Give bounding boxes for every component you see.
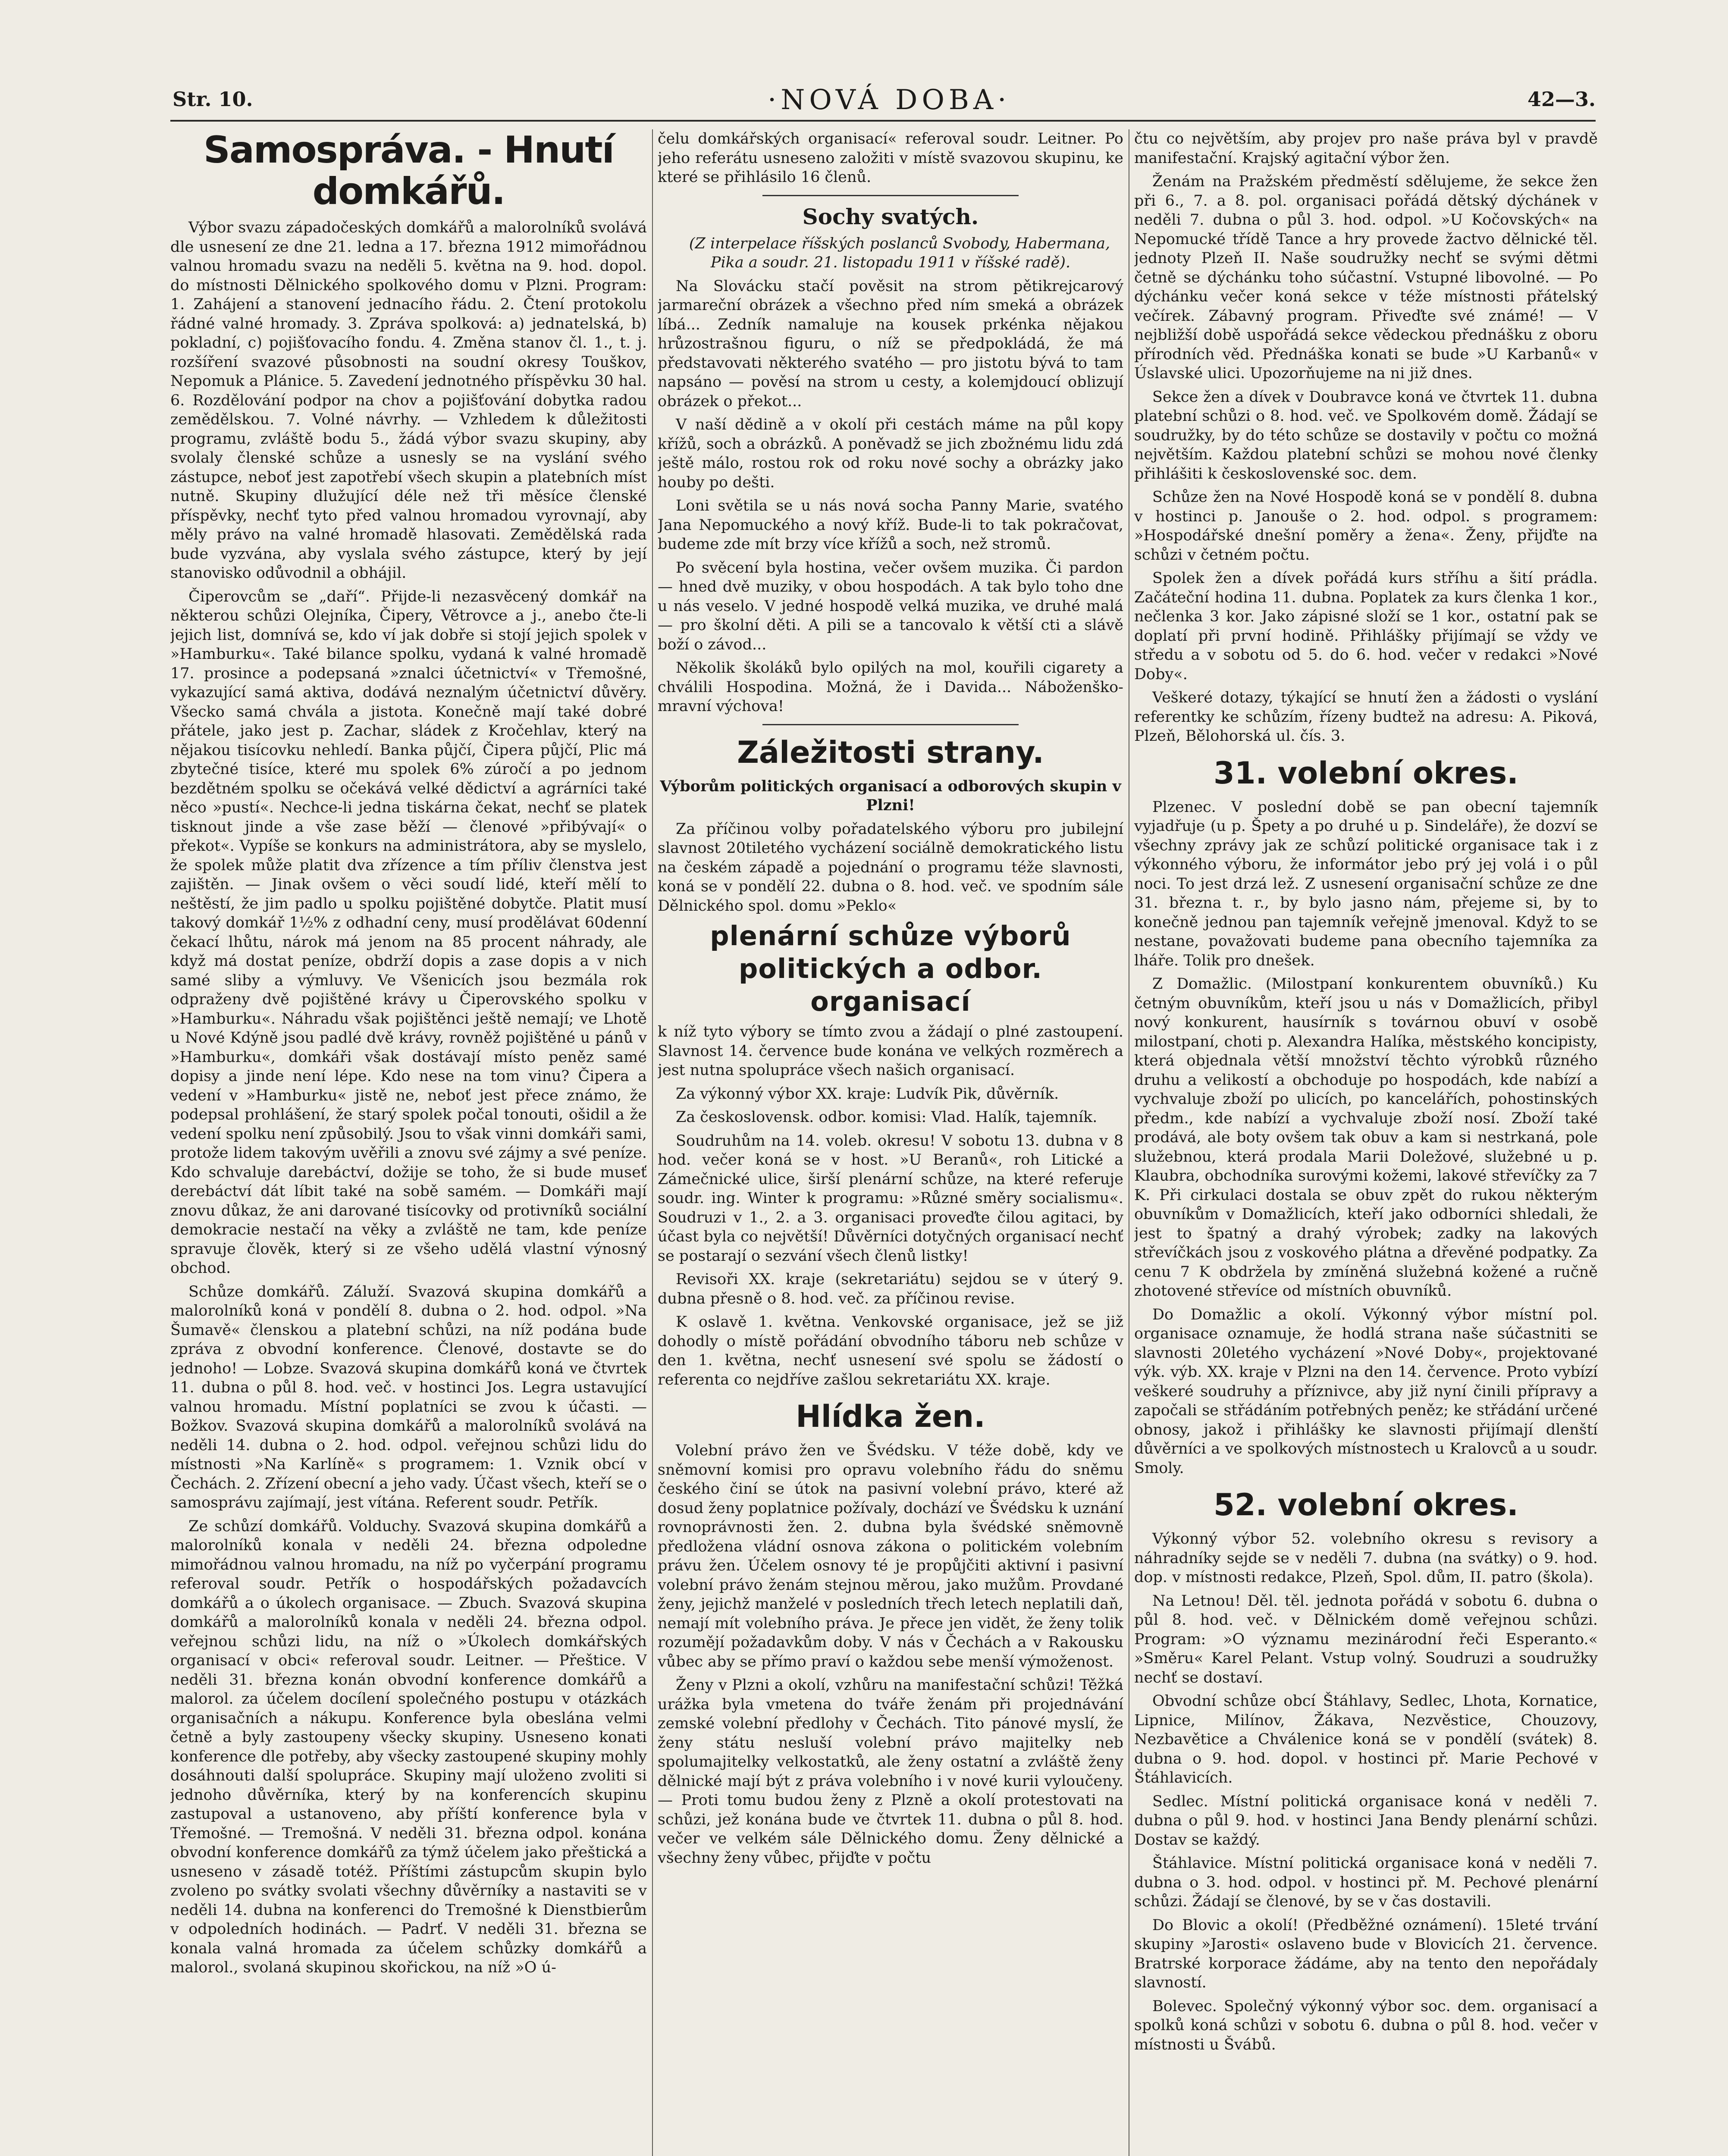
page-header	[172, 84, 1596, 123]
article-paragraph: Bolevec. Společný výkonný výbor soc. dem. organisací a spolků koná schůzi v sobotu 6. dubna o půl 8. hod. večer v místnosti u Švábů.	[1134, 1997, 1598, 2053]
article-paragraph: Na Letnou! Děl. těl. jednota pořádá v sobotu 6. dubna o půl 8. hod. več. v Dělnickém domě veřejnou schůzi. Program: »O významu mezinárodní řeči Esperanto.« »Směru« Karel Pelant. Vstup volný. Soudruzi a soudružky nechť se dostaví.	[1134, 1592, 1598, 1686]
section-headline: Samospráva. - Hnutí domkářů.	[203, 129, 614, 213]
column-3	[1134, 129, 1598, 2156]
article-paragraph: Do Domažlic a okolí. Výkonný výbor místní pol. organisace oznamuje, že hodlá strana naše súčastniti se slavnosti 20letého vycházení »Nové Doby«, projektované výk. výb. XX. kraje v Plzni na den 14. července. Proto vybízí veškeré soudruhy a příznivce, aby již nyní činili přípravy a započali se střádáním potřebných peněz; ke střádání určené obnosy, jakož i přihlášky ke slavnosti přijímají dlenští důvěrníci a ve spolkových místnostech u Kralovců a u soudr. Smoly.	[1134, 1306, 1598, 1477]
page-number: Str. 10.	[172, 88, 253, 111]
article-paragraph: Volební právo žen ve Švédsku. V téže době, kdy ve sněmovní komisi pro opravu volebního řádu do sněmu českého činí se útok na pasivní volební právo, které až dosud ženy poplatnice požívaly, dochází ve Švédsku k uznání rovnoprávnosti žen. 2. dubna byla švédské sněmovně předložena vládní osnova zákona o politickém volebním právu žen. Účelem osnovy té je propůjčiti aktivní i pasivní volební právo ženám stejnou měrou, jako mužům. Provdané ženy, jejichž manželé v posledních třech letech neplatili daň, nemají mít volebního práva. Je přece jen vidět, že ženy tolik rozumějí požadavkům doby. V nás v Čechách a v Rakousku vůbec aby se přímo praví o každou sebe menší výmoženost.	[658, 1442, 1123, 1670]
column-divider	[652, 129, 653, 2156]
article-paragraph: Čiperovcům se „daří“. Přijde-li nezasvěcený domkář na některou schůzi Olejníka, Čipery, Větrovce a j., anebo čte-li jejich list, domnívá se, kdo ví jak dobře si stojí jejich spolek v »Hamburku«. Také bilance spolku, vydaná k valné hromadě 17. prosince a podepsaná »znalci účetnictví« v Třemošné, vykazující samá aktiva, dodává neznalým účetnictví důvěry. Všecko samá chvála a jistota. Konečně mají také dobré přátele, jako jest p. Zachar, sládek z Kročehlav, který na nějakou tisícovku nehledí. Banka půjčí, Čipera půjčí, Plic má zbytečné tisíce, které mu spolek 6% zúročí a po jednom bezdětném spolku se očekává velké dědictví a agrárníci také něco »pustí«. Nechce-li jedna tiskárna čekat, nechť se platek tisknout jinde a vše zase běží — členové »přibývají« o překot«. Vypíše se konkurs na administrátora, aby se myslelo, že spolek může platit dva zřízence a tím příliv členstva jest zajištěn. — Jinak ovšem o věci soudí lidé, kteří mělí to neštěstí, že jim padlo u spolku pojištěné dobytče. Platit musí takový domkář 1½% z odhadní ceny, musí prodělávat 60denní čekací lhůtu, nárok má jenom na 85 procent náhrady, ale když má dostat peníze, obdrží dopis a zase dopis a v nich samé sliby a výmluvy. Ve Všenicích jsou bezmála rok odpraženy dvě pojištěné krávy u Čiperovského spolku v »Hamburku«. Náhradu však pojištěnci ještě nemají; ve Lhotě u Nové Kdýně jsou padlé dvě krávy, rovněž pojištěné u pánů v »Hamburku«, domkáři však dostávají místo peněz samé dopisy a jinde není lépe. Kdo nese na tom vinu? Čipera a vedení v »Hamburku« jistě ne, neboť jest přece známo, že podepsal prohlášení, že starý spolek počal tonouti, ošidil a že vedení spolku není způsobilý. Jsou to však vinni domkáři sami, protože lidem takovým uvěřili a znovu své zájmy a své peníze. Kdo schvaluje darebáctví, dožije se toho, že si bude museť derebáctví dát líbit také na sobě samém. — Domkáři mají znovu důkaz, že ani darované tisícovky od protivníků sociální demokracie nestačí na věky a zvláště ne tam, kde peníze spravuje člověk, který si ze všeho udělá vlastní výnosný obchod.	[170, 588, 647, 1277]
article-paragraph: Soudruhům na 14. voleb. okresu! V sobotu 13. dubna v 8 hod. večer koná se v host. »U Beranů«, roh Litické a Zámečnické ulice, širší plenární schůze, na které referuje soudr. ing. Winter k programu: »Různé směry socialismu«. Soudruzi v 1., 2. a 3. organisaci proveďte čilou agitaci, by účast byla co největší! Důvěrníci dotyčných organisací nechť se postarají o sezvání všech členů listky!	[658, 1132, 1123, 1265]
article-paragraph: Ženám na Pražském předměstí sdělujeme, že sekce žen při 6., 7. a 8. pol. organisaci pořádá dětský dýchánek v neděli 7. dubna o půl 3. hod. odpol. »U Kočovských« na Nepomucké třídě Tance a hry provede žactvo dělnické těl. jednoty Plzeň II. Naše soudružky nechť se svými dětmi četně se dýchánku toho súčastní. Vstupné libovolné. — Po dýchánku večer koná sekce v téže místnosti přátelský večírek. Zábavný program. Přiveďte své známé! — V nejbližší době uspořádá sekce vědeckou přednášku z oboru přírodních věd. Přednáška konati se bude »U Karbanů« v Úslavské ulici. Upozorňujeme na ni již dnes.	[1134, 173, 1598, 382]
article-subheading: Výborům politických organisací a odborových skupin v Plzni!	[660, 777, 1121, 814]
article-paragraph: Štáhlavice. Místní politická organisace koná v neděli 7. dubna o 3. hod. odpol. v hostinci př. M. Pechové plenární schůzi. Žádají se členové, by se v čas dostavili.	[1134, 1855, 1598, 1910]
section-headline: Záležitosti strany.	[737, 734, 1044, 770]
article-paragraph: Výkonný výbor 52. volebního okresu s revisory a náhradníky sejde se v neděli 7. dubna (na svátky) o 9. hod. dop. v místnosti redakce, Plzeň, Spol. dům, II. patro (škola).	[1134, 1530, 1598, 1586]
newspaper-title: ·NOVÁ DOBA·	[768, 84, 1011, 116]
article-paragraph: V naší dědině a v okolí při cestách máme na půl kopy křížů, soch a obrázků. A poněvadž se jich zbožnému lidu zdá ještě málo, rostou rok od roku nové sochy a obrázky jako houby po dešti.	[658, 416, 1123, 491]
article-paragraph: Po svěcení byla hostina, večer ovšem muzika. Či pardon — hned dvě muziky, v obou hospodách. A tak bylo toho dne u nás veselo. V jedné hospodě velká muzika, ve druhé malá — pro školní děti. A pili se a tancovalo k větší cti a slávě boží o závod...	[658, 559, 1123, 653]
section-headline: 31. volební okres.	[1214, 755, 1518, 791]
column-1	[170, 129, 647, 2156]
article-paragraph: Ze schůzí domkářů. Volduchy. Svazová skupina domkářů a malorolníků konala v neděli 24. března odpoledne mimořádnou valnou hromadu, na níž po vyčerpání programu referoval soudr. Petřík o hospodářských požadavcích domkářů a o úkolech organisace. — Zbuch. Svazová skupina domkářů a malorolníků konala v neděli 24. března odpol. veřejnou schůzi lidu, na níž o »Úkolech domkářských organisací v obci« referoval soudr. Leitner. — Přeštice. V neděli 31. března konán obvodní konference domkářů a malorol. za účelem docílení společného postupu v otázkách organisačních a nákupu. Konference byla obeslána velmi četně a byly zastoupeny všecky skupiny. Usneseno konati konference dle potřeby, aby všecky zastoupené skupiny mohly dosáhnouti další spolupráce. Skupiny mají uloženo zvoliti si jednoho důvěrníka, který by na konferencích skupinu zastupoval a ustanoveno, aby příští konference byla v Třemošné. — Tremošná. V neděli 31. března odpol. konána obvodní konference domkářů za týmž účelem jako přeštická a usneseno v zásadě totéž. Příštími zástupcům skupin bylo zvoleno po svátky svolati všechny důvěrníky a nastaviti se v neděli 14. dubna na konferenci do Tremošné k Dienstbierům v odpoledních hodinách. — Padrť. V neděli 31. března se konala valná hromada za účelem schůzky domkářů a malorol., svolaná skupinou skořickou, na níž »O ú-	[170, 1517, 647, 1976]
article-note: (Z interpelace říšských poslanců Svobody, Habermana, Pika a soudr. 21. listopadu 1911 v říšské radě).	[689, 235, 1110, 271]
announcement-banner: plenární schůze výborů politických a odbor. organisací	[710, 920, 1071, 1017]
article-title: Sochy svatých.	[802, 204, 979, 229]
article-paragraph: Veškeré dotazy, týkající se hnutí žen a žádosti o vyslání referentky ke schůzím, řízeny budtež na adresu: A. Piková, Plzeň, Bělohorská ul. čís. 3.	[1134, 689, 1598, 745]
article-paragraph: Z Domažlic. (Milostpaní konkurentem obuvníků.) Ku četným obuvníkům, kteří jsou u nás v Domažlicích, přibyl nový konkurent, hausírník s továrnou obuví v osobě milostpaní, choti p. Alexandra Halíka, městského koncipisty, která objednala větší množství těchto výrobků různého druhu a velikostí a obchoduje po hospodách, kde nabízí a vychvaluje zboží po ulicích, po kancelářích, pohostinských předm., kde nabízí a vychvaluje zboží nosí. Zboží také prodává, ale boty ovšem tak obuv a kam si nestrkaná, pole služebnou, která prodala Marii Doležové, služebné u p. Klaubra, obchodníka surovými kožemi, lakové střevíčky za 7 K. Při cirkulaci dostala se obuv zpět do rukou některým obuvníkům v Domažlicích, kteří jako odborníci shledali, že jest to špatný a drahý výrobek; zadky na lakových střevíčkách jsou z voskového plátna a dřevěné podpatky. Za cenu 7 K obdržela by zmíněná služebná kožené a ručně zhotovené střevíce od místních obuvníků.	[1134, 975, 1598, 1300]
signature-line: Za výkonný výbor XX. kraje: Ludvík Pik, důvěrník.	[676, 1085, 1059, 1103]
article-paragraph: K oslavě 1. května. Venkovské organisace, jež se již dohodly o místě pořádání obvodního táboru neb schůze v den 1. května, nechť usnesení své spolu se žádostí o referenta co nejdříve zašlou sekretariátu XX. kraje.	[658, 1313, 1123, 1388]
article-paragraph: Revisoři XX. kraje (sekretariátu) sejdou se v úterý 9. dubna přesně o 8. hod. več. za příčinou revise.	[658, 1271, 1123, 1307]
article-paragraph: Na Slovácku stačí pověsit na strom pětikrejcarový jarmareční obrázek a všechno před ním smeká a obrázek líbá... Zedník namaluje na kousek prkénka nějakou hrůzostrašnou figuru, o níž se předpokládá, že má představovati některého svatého — pro jistotu bývá to tam napsáno — pověsí na strom u cesty, a kolemjdoucí oblizují obrázek o překot...	[658, 277, 1123, 410]
article-paragraph: Ženy v Plzni a okolí, vzhůru na manifestační schůzi! Těžká urážka byla vmetena do tváře ženám při projednávání zemské volební předlohy v Čechách. Tito pánové myslí, že ženy státu nesluší volební právo majitelky neb spolumajitelky velkostatků, ale ženy ostatní a zvláště ženy dělnické mají být z práva volebního i v nové kurii vyloučeny. — Proti tomu budou ženy z Plzně a okolí protestovati na schůzi, jež konána bude ve čtvrtek 11. dubna o půl 8. hod. večer ve velkém sále Dělnického domu. Ženy dělnické a všechny ženy vůbec, přijďte v počtu	[658, 1677, 1123, 1867]
separator-rule	[762, 195, 1019, 196]
article-paragraph: Výbor svazu západočeských domkářů a malorolníků svolává dle usnesení ze dne 21. ledna a 17. března 1912 mimořádnou valnou hromadu svazu na neděli 5. května na 9. hod. dopol. do místnosti Dělnického spolkového domu v Plzni. Program: 1. Zahájení a stanovení jednacího řádu. 2. Čtení protokolu řádné valné hromady. 3. Zpráva spolková: a) jednatelská, b) pokladní, c) pojišťovacího fondu. 4. Změna stanov čl. 1., t. j. rozšíření svazové působnosti na soudní okresy Touškov, Nepomuk a Plánice. 5. Zavedení jednotného příspěvku 30 hal. 6. Rozdělování podpor na chov a pojišťování dobytka radou zemědělskou. 7. Volné návrhy. — Vzhledem k důležitosti programu, zvláště bodu 5., žádá výbor svazu skupiny, aby svolaly členské schůze a usnesly se na vyslání svého zástupce, neboť jest zapotřebí všech skupin a platebních míst nutně. Skupiny dlužující déle než tři měsíce členské příspěvky, nechť tyto před valnou hromadou vyrovnají, aby měly právo na valné hromadě hlasovati. Zemědělská rada bude vyzvána, aby vyslala svého zástupce, který by její stanovisko odůvodnil a obhájil.	[170, 219, 647, 582]
article-paragraph: čelu domkářských organisací« referoval soudr. Leitner. Po jeho referátu usneseno založiti v místě svazovou skupinu, ke které se přihlásilo 16 členů.	[658, 130, 1123, 186]
article-paragraph: Do Blovic a okolí! (Předběžné oznámení). 15leté trvání skupiny »Jarosti« oslaveno bude v Blovicích 21. července. Bratrské korporace žádáme, aby na tento den nepořádaly slavností.	[1134, 1916, 1598, 1991]
column-2	[658, 129, 1123, 2156]
article-paragraph: k níž tyto výbory se tímto zvou a žádají o plné zastoupení. Slavnost 14. července bude konána ve velkých rozměrech a jest nutna spolupráce všech našich organisací.	[658, 1023, 1123, 1079]
article-paragraph: Plzenec. V poslední době se pan obecní tajemník vyjadřuje (u p. Špety a po druhé u p. Sindeláře), že dozví se všechny zprávy jak ze schůzí politické organisace tak i z výkonného výboru, že informátor jebo prý jej volá i o půl noci. To jest drzá lež. Z usnesení organisační schůze ze dne 31. března t. r., by bylo jasno nám, přejeme si, by to konečně jednou pan tajemník veřejně jmenoval. Když to se nestane, považovati budeme pana obecního tajemníka za lháře. Tolik pro dnešek.	[1134, 798, 1598, 969]
article-paragraph: Schůze žen na Nové Hospodě koná se v pondělí 8. dubna v hostinci p. Janouše o 2. hod. odpol. s programem: »Hospodářské dnešní poměry a žena«. Ženy, přijďte na schůzi v četném počtu.	[1134, 489, 1598, 564]
header-rule	[170, 120, 1596, 122]
article-paragraph: Sedlec. Místní politická organisace koná v neděli 7. dubna o půl 9. hod. v hostinci Jana Bendy plenární schůzi. Dostav se každý.	[1134, 1792, 1598, 1849]
article-paragraph: Obvodní schůze obcí Štáhlavy, Sedlec, Lhota, Kornatice, Lipnice, Milínov, Žákava, Nezvěstice, Chouzovy, Nezbavětice a Chválenice koná se v pondělí (svátek) 8. dubna o 9. hod. dopol. v hostinci př. Marie Pechové v Štáhlavicích.	[1134, 1692, 1598, 1786]
article-paragraph: Několik školáků bylo opilých na mol, kouřili cigarety a chválili Hospodina. Možná, že i Davida... Náboženško-mravní výchova!	[658, 659, 1123, 715]
article-paragraph: Spolek žen a dívek pořádá kurs stříhu a šití prádla. Začáteční hodina 11. dubna. Poplatek za kurs členka 1 kor., nečlenka 3 kor. Jako zápisné složí se 1 kor., ostatní pak se doplatí při první hodině. Přihlášky přijímají se vždy ve středu a v sobotu od 5. do 6. hod. večer v redakci »Nové Doby«.	[1134, 570, 1598, 683]
separator-rule	[762, 724, 1019, 725]
article-paragraph: Schůze domkářů. Záluží. Svazová skupina domkářů a malorolníků koná v pondělí 8. dubna o 2. hod. odpol. »Na Šumavě« členskou a platební schůzi, na níž podána bude zpráva z obvodní konference. Členové, dostavte se do jednoho! — Lobze. Svazová skupina domkářů koná ve čtvrtek 11. dubna o půl 8. hod. več. v hostinci Jos. Legra ustavující valnou hromadu. Místní poplatníci se zvou k účasti. — Božkov. Svazová skupina domkářů a malorolníků svolává na neděli 14. dubna o 2. hod. odpol. veřejnou schůzi lidu do místnosti »Na Karlíně« s programem: 1. Vznik obcí v Čechách. 2. Zřízení obecní a jeho vady. Účast všech, kteří se o samosprávu zajímají, jest vítána. Referent soudr. Petřík.	[170, 1283, 647, 1511]
article-paragraph: Sekce žen a dívek v Doubravce koná ve čtvrtek 11. dubna platební schůzi o 8. hod. več. ve Spolkovém domě. Žádají se soudružky, by do této schůze se dostavily v počtu co možná největším. Každou platební schůzi se mohou nové členky přihlášiti k československé soc. dem.	[1134, 388, 1598, 483]
issue-number: 42—3.	[1527, 88, 1596, 111]
signature-line: Za československ. odbor. komisi: Vlad. Halík, tajemník.	[676, 1109, 1098, 1126]
section-headline: Hlídka žen.	[796, 1399, 985, 1434]
article-paragraph: Za příčinou volby pořadatelského výboru pro jubilejní slavnost 20tiletého vycházení sociálně demokratického listu na českém západě a pojednání o programu téže slavnosti, koná se v pondělí 22. dubna o 8. hod. več. ve spodním sále Dělnického spol. domu »Peklo«	[658, 820, 1123, 915]
article-paragraph: čtu co největším, aby projev pro naše práva byl v pravdě manifestační. Krajský agitační výbor žen.	[1134, 130, 1598, 167]
section-headline: 52. volební okres.	[1214, 1487, 1518, 1523]
article-paragraph: Loni světila se u nás nová socha Panny Marie, svatého Jana Nepomuckého a nový kříž. Bude-li to tak pokračovat, budeme zde mít brzy více křížů a soch, než stromů.	[658, 497, 1123, 553]
